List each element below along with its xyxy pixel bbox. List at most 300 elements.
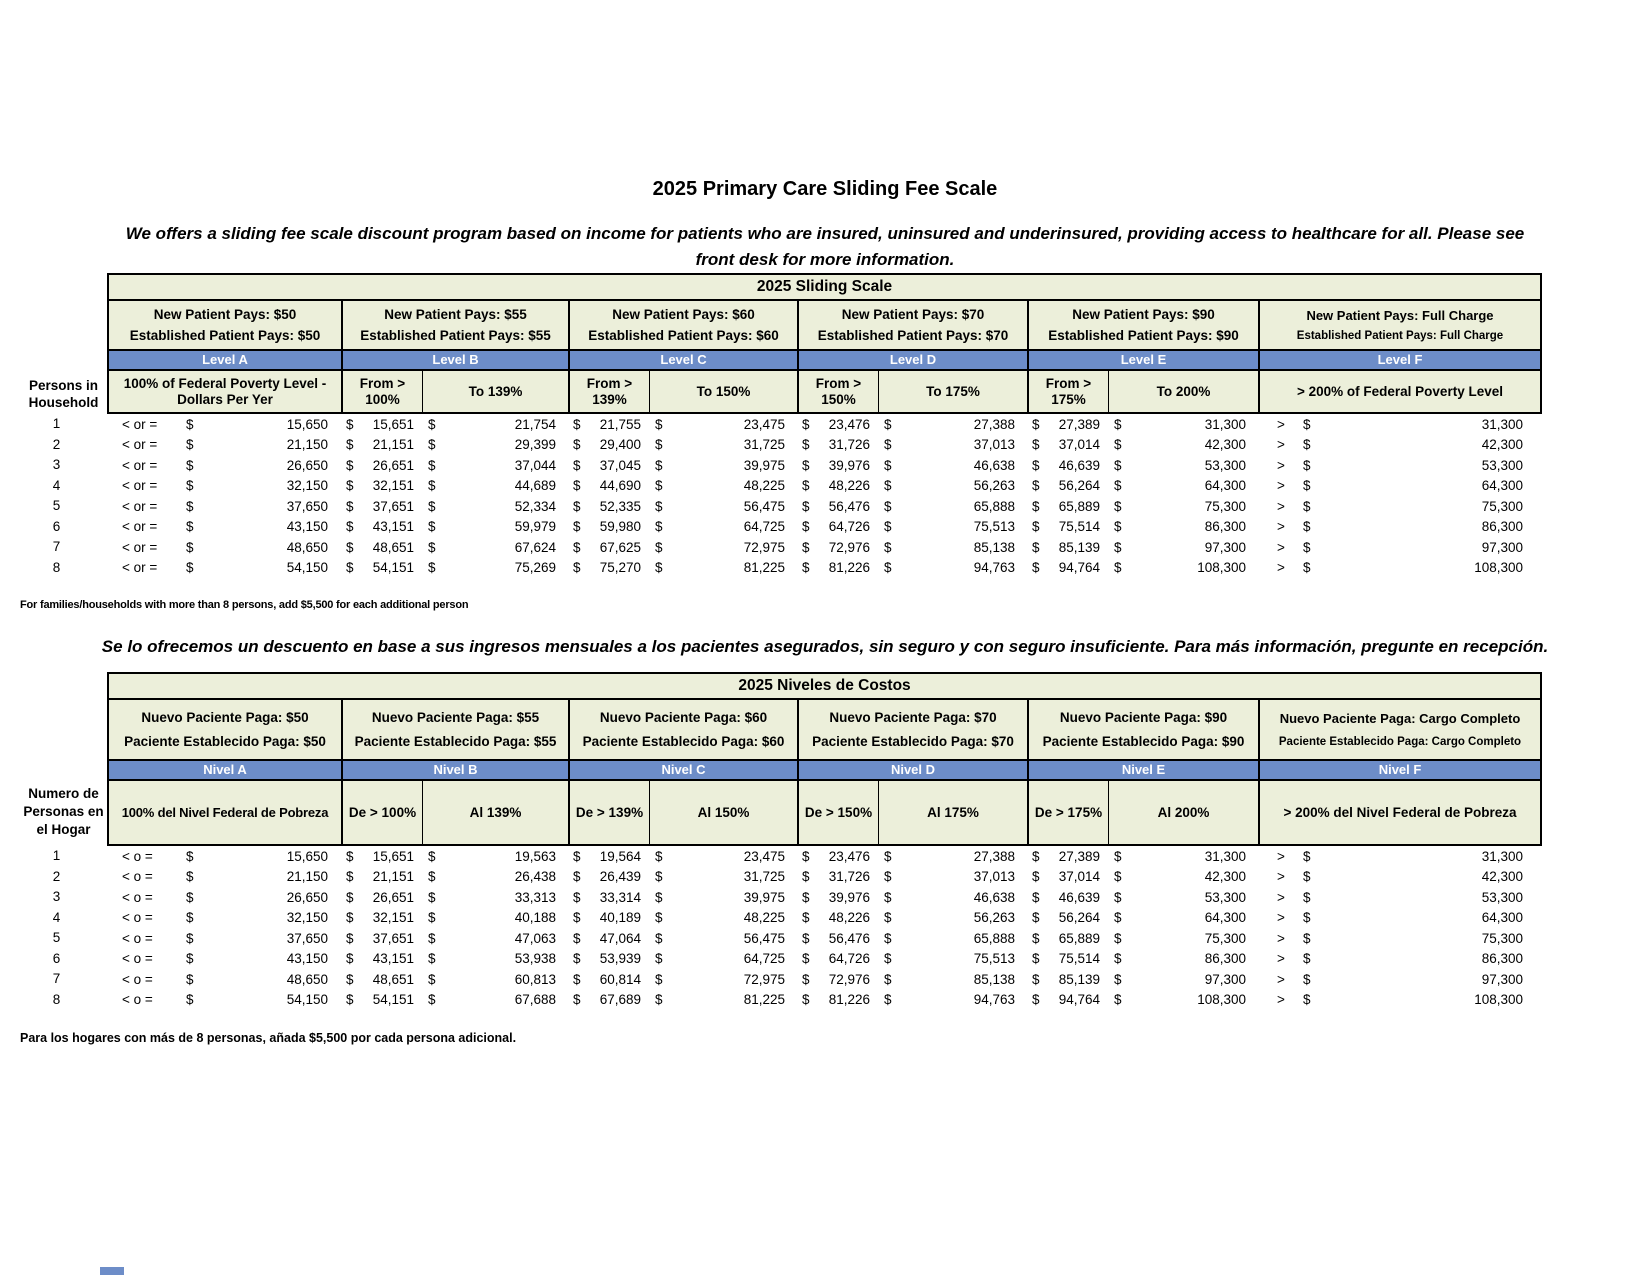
less-or-equal-label: < o = xyxy=(122,951,153,967)
amount-value: 15,650 xyxy=(286,848,328,864)
amount-value: 44,690 xyxy=(599,478,641,494)
amount-value: 75,513 xyxy=(973,519,1015,535)
pays-cell-level-c xyxy=(570,700,799,759)
amount-value: 37,013 xyxy=(973,437,1015,453)
amount-value: 48,225 xyxy=(743,910,785,926)
amount-value: 94,764 xyxy=(1058,992,1100,1008)
range-from-cell xyxy=(568,887,648,908)
amount-value: 67,688 xyxy=(514,992,556,1008)
range-from-cell xyxy=(797,476,877,497)
less-or-equal-label: < or = xyxy=(122,437,158,453)
currency-symbol: $ xyxy=(1032,478,1040,494)
over-200-percent-cell xyxy=(1258,476,1542,497)
range-from-cell xyxy=(1027,537,1107,558)
currency-symbol: $ xyxy=(1032,951,1040,967)
table-row xyxy=(20,949,1542,970)
table-row xyxy=(20,846,1542,867)
range-from-cell xyxy=(341,537,421,558)
amount-value: 39,976 xyxy=(828,889,870,905)
currency-symbol: $ xyxy=(346,519,354,535)
level-label-c: Nivel C xyxy=(570,761,799,779)
amount-value: 27,389 xyxy=(1058,416,1100,432)
range-from-cell xyxy=(568,969,648,990)
amount-value: 75,300 xyxy=(1204,498,1246,514)
currency-symbol: $ xyxy=(884,416,892,432)
currency-symbol: $ xyxy=(1032,971,1040,987)
currency-symbol: $ xyxy=(1032,519,1040,535)
established-patient-pays-label: Established Patient Pays: $50 xyxy=(129,328,321,343)
currency-symbol: $ xyxy=(1114,519,1122,535)
amount-value: 86,300 xyxy=(1204,519,1246,535)
range-to-cell xyxy=(877,846,1027,867)
range-to-cell xyxy=(1107,969,1258,990)
poverty-level-100-cell xyxy=(107,846,341,867)
currency-symbol: $ xyxy=(1114,457,1122,473)
range-to-cell xyxy=(648,537,797,558)
pays-cell-level-e xyxy=(1029,700,1260,759)
poverty-level-100-cell xyxy=(107,867,341,888)
amount-value: 32,151 xyxy=(372,910,414,926)
amount-value: 37,014 xyxy=(1058,437,1100,453)
amount-value: 64,725 xyxy=(743,519,785,535)
established-patient-pays-label: Established Patient Pays: $60 xyxy=(588,328,779,343)
column-header-row xyxy=(109,781,1540,844)
currency-symbol: $ xyxy=(1114,910,1122,926)
over-200-percent-cell xyxy=(1258,455,1542,476)
established-patient-pays-label: Paciente Establecido Paga: $50 xyxy=(124,734,326,750)
currency-symbol: $ xyxy=(655,889,663,905)
currency-symbol: $ xyxy=(1114,478,1122,494)
amount-value: 97,300 xyxy=(1204,971,1246,987)
range-to-cell xyxy=(421,846,568,867)
amount-value: 75,300 xyxy=(1204,930,1246,946)
range-to-cell xyxy=(1107,949,1258,970)
range-to-cell xyxy=(648,887,797,908)
range-from-cell xyxy=(797,517,877,538)
range-from-cell xyxy=(797,990,877,1011)
currency-symbol: $ xyxy=(1114,930,1122,946)
amount-value: 64,300 xyxy=(1481,478,1523,494)
range-to-cell xyxy=(648,846,797,867)
less-or-equal-label: < or = xyxy=(122,560,158,576)
range-to-cell xyxy=(877,887,1027,908)
currency-symbol: $ xyxy=(428,457,436,473)
currency-symbol: $ xyxy=(802,951,810,967)
currency-symbol: $ xyxy=(573,951,581,967)
amount-value: 33,313 xyxy=(514,889,556,905)
household-size: 8 xyxy=(52,991,61,1007)
range-to-cell xyxy=(1107,537,1258,558)
household-size: 3 xyxy=(52,457,61,472)
less-or-equal-label: < o = xyxy=(122,930,153,946)
greater-than-label: > xyxy=(1277,889,1285,905)
amount-value: 21,755 xyxy=(599,416,641,432)
range-from-cell xyxy=(341,887,421,908)
currency-symbol: $ xyxy=(186,869,194,885)
currency-symbol: $ xyxy=(655,519,663,535)
range-to-cell xyxy=(421,908,568,929)
column-header: De > 175% xyxy=(1029,781,1109,844)
pays-cell-level-c xyxy=(570,301,799,349)
range-from-cell xyxy=(568,517,648,538)
range-from-cell xyxy=(568,949,648,970)
range-from-cell xyxy=(797,435,877,456)
over-200-percent-cell xyxy=(1258,969,1542,990)
pays-cell-level-e xyxy=(1029,301,1260,349)
amount-value: 43,150 xyxy=(286,951,328,967)
range-from-cell xyxy=(341,969,421,990)
pays-cell-level-f xyxy=(1260,700,1540,759)
currency-symbol: $ xyxy=(186,848,194,864)
over-200-percent-cell xyxy=(1258,928,1542,949)
amount-value: 75,300 xyxy=(1481,498,1523,514)
currency-symbol: $ xyxy=(428,498,436,514)
amount-value: 54,150 xyxy=(286,560,328,576)
range-to-cell xyxy=(1107,846,1258,867)
currency-symbol: $ xyxy=(186,498,194,514)
amount-value: 67,625 xyxy=(599,539,641,555)
pays-cell-level-a xyxy=(109,301,343,349)
amount-value: 19,563 xyxy=(514,848,556,864)
range-from-cell xyxy=(797,908,877,929)
household-size: 4 xyxy=(52,909,61,925)
range-from-cell xyxy=(568,476,648,497)
currency-symbol: $ xyxy=(346,478,354,494)
range-from-cell xyxy=(341,517,421,538)
currency-symbol: $ xyxy=(802,498,810,514)
amount-value: 48,651 xyxy=(372,971,414,987)
amount-value: 94,764 xyxy=(1058,560,1100,576)
range-to-cell xyxy=(877,414,1027,435)
range-to-cell xyxy=(648,476,797,497)
amount-value: 56,264 xyxy=(1058,910,1100,926)
range-to-cell xyxy=(648,908,797,929)
pays-cell-level-f xyxy=(1260,301,1540,349)
amount-value: 31,726 xyxy=(828,869,870,885)
household-size: 7 xyxy=(52,539,61,554)
currency-symbol: $ xyxy=(884,992,892,1008)
level-label-a: Level A xyxy=(109,351,343,369)
level-label-d: Nivel D xyxy=(799,761,1029,779)
new-patient-pays-label: New Patient Pays: Full Charge xyxy=(1306,308,1494,323)
currency-symbol: $ xyxy=(186,992,194,1008)
range-from-cell xyxy=(568,537,648,558)
gutter-label-line-2: Personas en xyxy=(23,804,104,819)
page-title: 2025 Primary Care Sliding Fee Scale xyxy=(652,178,998,200)
range-to-cell xyxy=(877,928,1027,949)
currency-symbol: $ xyxy=(802,539,810,555)
amount-value: 56,475 xyxy=(743,930,785,946)
range-to-cell xyxy=(877,476,1027,497)
currency-symbol: $ xyxy=(1114,889,1122,905)
currency-symbol: $ xyxy=(1032,539,1040,555)
amount-value: 64,300 xyxy=(1204,478,1246,494)
range-to-cell xyxy=(1107,496,1258,517)
currency-symbol: $ xyxy=(1303,498,1311,514)
amount-value: 86,300 xyxy=(1481,951,1523,967)
column-header-row xyxy=(109,371,1540,412)
range-to-cell xyxy=(421,887,568,908)
amount-value: 81,225 xyxy=(743,560,785,576)
range-to-cell xyxy=(421,455,568,476)
range-to-cell xyxy=(648,517,797,538)
currency-symbol: $ xyxy=(655,560,663,576)
table-row xyxy=(20,928,1542,949)
amount-value: 64,300 xyxy=(1204,910,1246,926)
amount-value: 27,389 xyxy=(1058,848,1100,864)
range-from-cell xyxy=(341,455,421,476)
amount-value: 26,650 xyxy=(286,889,328,905)
amount-value: 15,651 xyxy=(372,416,414,432)
currency-symbol: $ xyxy=(802,560,810,576)
amount-value: 21,151 xyxy=(372,869,414,885)
amount-value: 81,226 xyxy=(828,992,870,1008)
range-to-cell xyxy=(877,949,1027,970)
range-from-cell xyxy=(797,558,877,579)
table-title: 2025 Niveles de Costos xyxy=(109,674,1540,700)
range-to-cell xyxy=(648,435,797,456)
amount-value: 23,475 xyxy=(743,848,785,864)
range-from-cell xyxy=(1027,969,1107,990)
currency-symbol: $ xyxy=(655,478,663,494)
patient-pays-row xyxy=(109,700,1540,761)
amount-value: 21,151 xyxy=(372,437,414,453)
range-to-cell xyxy=(1107,867,1258,888)
currency-symbol: $ xyxy=(573,416,581,432)
range-from-cell xyxy=(341,414,421,435)
new-patient-pays-label: Nuevo Paciente Paga: $50 xyxy=(141,709,309,725)
level-label-e: Level E xyxy=(1029,351,1260,369)
over-200-percent-cell xyxy=(1258,414,1542,435)
gutter-label-line-2: Household xyxy=(28,395,99,410)
currency-symbol: $ xyxy=(884,848,892,864)
over-200-percent-cell xyxy=(1258,887,1542,908)
amount-value: 43,151 xyxy=(372,951,414,967)
greater-than-label: > xyxy=(1277,539,1285,555)
established-patient-pays-label: Established Patient Pays: $90 xyxy=(1048,328,1239,343)
range-to-cell xyxy=(877,558,1027,579)
currency-symbol: $ xyxy=(802,519,810,535)
amount-value: 48,226 xyxy=(828,910,870,926)
established-patient-pays-label: Paciente Establecido Paga: $90 xyxy=(1042,734,1245,750)
currency-symbol: $ xyxy=(346,971,354,987)
currency-symbol: $ xyxy=(1032,848,1040,864)
currency-symbol: $ xyxy=(1303,416,1311,432)
amount-value: 53,939 xyxy=(599,951,641,967)
level-label-f: Nivel F xyxy=(1378,762,1422,777)
currency-symbol: $ xyxy=(428,539,436,555)
amount-value: 75,300 xyxy=(1481,930,1523,946)
currency-symbol: $ xyxy=(573,869,581,885)
currency-symbol: $ xyxy=(1303,930,1311,946)
currency-symbol: $ xyxy=(1303,478,1311,494)
range-to-cell xyxy=(1107,476,1258,497)
currency-symbol: $ xyxy=(346,437,354,453)
greater-than-label: > xyxy=(1277,910,1285,926)
range-from-cell xyxy=(797,949,877,970)
amount-value: 15,651 xyxy=(372,848,414,864)
amount-value: 81,225 xyxy=(743,992,785,1008)
currency-symbol: $ xyxy=(884,498,892,514)
level-label-a: Nivel A xyxy=(109,761,343,779)
amount-value: 21,150 xyxy=(286,437,328,453)
range-from-cell xyxy=(568,496,648,517)
currency-symbol: $ xyxy=(1032,416,1040,432)
greater-than-label: > xyxy=(1277,519,1285,535)
currency-symbol: $ xyxy=(186,519,194,535)
amount-value: 85,139 xyxy=(1058,971,1100,987)
currency-symbol: $ xyxy=(428,930,436,946)
currency-symbol: $ xyxy=(573,519,581,535)
amount-value: 60,813 xyxy=(514,971,556,987)
established-patient-pays-label: Established Patient Pays: $70 xyxy=(817,328,1009,343)
currency-symbol: $ xyxy=(573,992,581,1008)
table-row xyxy=(20,969,1542,990)
new-patient-pays-label: New Patient Pays: $90 xyxy=(1072,307,1215,322)
amount-value: 37,650 xyxy=(286,930,328,946)
established-patient-pays-label: Paciente Establecido Paga: $60 xyxy=(582,734,785,750)
new-patient-pays-label: Nuevo Paciente Paga: Cargo Completo xyxy=(1279,710,1521,726)
range-from-cell xyxy=(797,928,877,949)
table-header-es xyxy=(107,672,1542,846)
pays-cell-level-a xyxy=(109,700,343,759)
amount-value: 59,979 xyxy=(514,519,556,535)
amount-value: 42,300 xyxy=(1204,869,1246,885)
household-size: 6 xyxy=(52,950,61,966)
amount-value: 40,188 xyxy=(514,910,556,926)
amount-value: 86,300 xyxy=(1204,951,1246,967)
table-row xyxy=(20,414,1542,435)
less-or-equal-label: < or = xyxy=(122,457,158,473)
amount-value: 64,300 xyxy=(1481,910,1523,926)
amount-value: 108,300 xyxy=(1197,992,1246,1008)
intro-line-1: We offers a sliding fee scale discount program based on income for patients who are insured, uninsured and underinsured, providing access to healthcare for all. Please see xyxy=(125,224,1525,243)
currency-symbol: $ xyxy=(1114,992,1122,1008)
amount-value: 53,300 xyxy=(1481,889,1523,905)
amount-value: 67,624 xyxy=(514,539,556,555)
household-size: 8 xyxy=(52,559,61,575)
currency-symbol: $ xyxy=(1032,992,1040,1008)
intro-text xyxy=(60,221,1590,273)
currency-symbol: $ xyxy=(186,910,194,926)
range-to-cell xyxy=(421,496,568,517)
level-label-b: Nivel B xyxy=(343,761,570,779)
currency-symbol: $ xyxy=(1303,869,1311,885)
currency-symbol: $ xyxy=(346,848,354,864)
amount-value: 46,638 xyxy=(973,457,1015,473)
new-patient-pays-label: Nuevo Paciente Paga: $90 xyxy=(1059,709,1228,725)
amount-value: 94,763 xyxy=(973,560,1015,576)
range-from-cell xyxy=(341,846,421,867)
amount-value: 31,725 xyxy=(743,437,785,453)
amount-value: 27,388 xyxy=(973,416,1015,432)
column-header: To 150% xyxy=(650,371,799,412)
currency-symbol: $ xyxy=(884,971,892,987)
amount-value: 37,044 xyxy=(514,457,556,473)
currency-symbol: $ xyxy=(655,930,663,946)
poverty-level-100-cell xyxy=(107,969,341,990)
currency-symbol: $ xyxy=(655,437,663,453)
table-row xyxy=(20,908,1542,929)
range-to-cell xyxy=(421,867,568,888)
currency-symbol: $ xyxy=(428,869,436,885)
gutter-label-line-3: el Hogar xyxy=(36,822,91,837)
amount-value: 56,475 xyxy=(743,498,785,514)
amount-value: 75,514 xyxy=(1058,519,1100,535)
amount-value: 31,726 xyxy=(828,437,870,453)
pays-cell-level-d xyxy=(799,700,1029,759)
currency-symbol: $ xyxy=(1114,437,1122,453)
amount-value: 37,014 xyxy=(1058,869,1100,885)
amount-value: 64,726 xyxy=(828,951,870,967)
column-header: From > 100% xyxy=(343,371,423,412)
amount-value: 26,651 xyxy=(372,889,414,905)
currency-symbol: $ xyxy=(655,848,663,864)
amount-value: 19,564 xyxy=(599,848,641,864)
table-body xyxy=(20,846,1542,1010)
amount-value: 46,639 xyxy=(1058,889,1100,905)
poverty-level-100-cell xyxy=(107,455,341,476)
amount-value: 53,300 xyxy=(1204,457,1246,473)
currency-symbol: $ xyxy=(1303,992,1311,1008)
amount-value: 53,300 xyxy=(1481,457,1523,473)
range-from-cell xyxy=(1027,435,1107,456)
column-header: 100% of Federal Poverty Level - Dollars Per Yer xyxy=(109,371,343,412)
table-row xyxy=(20,558,1542,579)
amount-value: 64,725 xyxy=(743,951,785,967)
amount-value: 75,513 xyxy=(973,951,1015,967)
amount-value: 56,263 xyxy=(973,910,1015,926)
range-to-cell xyxy=(1107,928,1258,949)
range-to-cell xyxy=(877,435,1027,456)
amount-value: 97,300 xyxy=(1204,539,1246,555)
currency-symbol: $ xyxy=(428,910,436,926)
table-title: 2025 Sliding Scale xyxy=(109,275,1540,301)
table-row xyxy=(20,990,1542,1011)
range-from-cell xyxy=(797,537,877,558)
household-size: 2 xyxy=(52,436,61,452)
currency-symbol: $ xyxy=(1303,519,1311,535)
currency-symbol: $ xyxy=(1032,437,1040,453)
amount-value: 31,725 xyxy=(743,869,785,885)
currency-symbol: $ xyxy=(884,519,892,535)
currency-symbol: $ xyxy=(1032,457,1040,473)
currency-symbol: $ xyxy=(655,416,663,432)
poverty-level-100-cell xyxy=(107,990,341,1011)
less-or-equal-label: < o = xyxy=(122,848,153,864)
less-or-equal-label: < o = xyxy=(122,992,153,1008)
amount-value: 48,226 xyxy=(828,478,870,494)
table-header-en xyxy=(107,273,1542,414)
currency-symbol: $ xyxy=(1303,560,1311,576)
pays-cell-level-b xyxy=(343,301,570,349)
currency-symbol: $ xyxy=(884,560,892,576)
column-header: 100% del Nivel Federal de Pobreza xyxy=(109,781,343,844)
gutter-label-line-1: Persons in xyxy=(28,378,99,393)
greater-than-label: > xyxy=(1277,498,1285,514)
currency-symbol: $ xyxy=(186,951,194,967)
over-200-percent-cell xyxy=(1258,537,1542,558)
amount-value: 97,300 xyxy=(1481,539,1523,555)
currency-symbol: $ xyxy=(428,416,436,432)
less-or-equal-label: < or = xyxy=(122,539,158,555)
new-patient-pays-label: Nuevo Paciente Paga: $70 xyxy=(829,709,997,725)
poverty-level-100-cell xyxy=(107,517,341,538)
footnote-en: For families/households with more than 8 persons, add $5,500 for each additional person xyxy=(20,599,469,611)
new-patient-pays-label: New Patient Pays: $55 xyxy=(384,307,527,322)
less-or-equal-label: < o = xyxy=(122,889,153,905)
amount-value: 23,475 xyxy=(743,416,785,432)
